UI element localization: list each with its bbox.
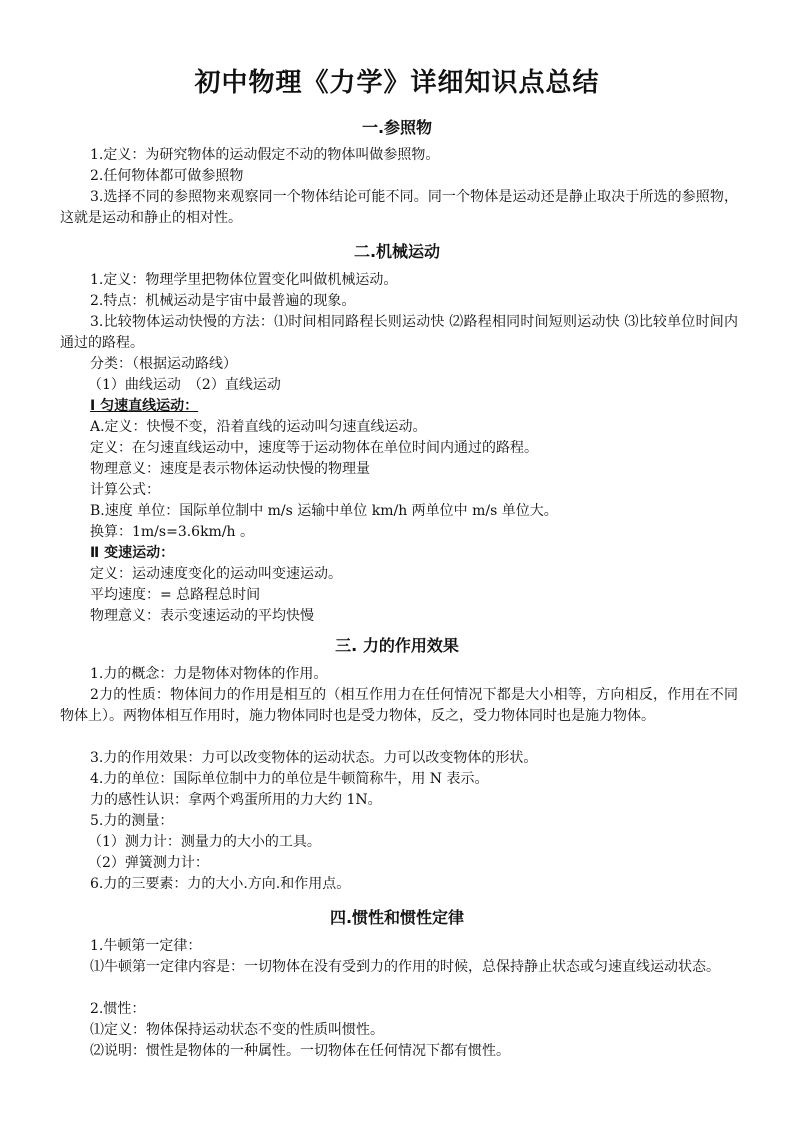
paragraph: 2.惯性： (90, 1001, 146, 1017)
section-heading-3: 三. 力的作用效果 (335, 636, 459, 655)
paragraph: 1.力的概念：力是物体对物体的作用。 (90, 666, 328, 682)
paragraph: 换算：1m/s=3.6km/h 。 (90, 524, 255, 540)
paragraph: 4.力的单位：国际单位制中力的单位是牛顿简称牛，用 N 表示。 (90, 771, 489, 787)
section-heading-1: 一.参照物 (361, 118, 433, 137)
paragraph: （1）测力计：测量力的大小的工具。 (88, 834, 321, 850)
document-title: 初中物理《力学》详细知识点总结 (194, 68, 600, 98)
paragraph: 分类：（根据运动路线） (90, 356, 237, 372)
paragraph: 定义：在匀速直线运动中，速度等于运动物体在单位时间内通过的路程。 (90, 440, 538, 456)
paragraph: 物理意义：表示变速运动的平均快慢 (90, 608, 314, 624)
paragraph: ⑴牛顿第一定律内容是：一切物体在没有受到力的作用的时候，总保持静止状态或匀速直线运动状态。 (90, 959, 720, 975)
paragraph: B.速度 单位：国际单位制中 m/s 运输中单位 km/h 两单位中 m/s 单位大。 (90, 503, 558, 519)
paragraph: 1.牛顿第一定律： (90, 938, 202, 954)
section-heading-4: 四.惯性和惯性定律 (329, 908, 465, 927)
paragraph: 平均速度：= 总路程总时间 (90, 587, 261, 603)
paragraph: 5.力的测量： (90, 813, 174, 829)
paragraph: A.定义：快慢不变，沿着直线的运动叫匀速直线运动。 (90, 419, 427, 435)
subheading: Ⅰ 匀速直线运动： (90, 398, 199, 414)
paragraph: 6.力的三要素：力的大小.方向.和作用点。 (90, 876, 351, 892)
paragraph: 1.定义：为研究物体的运动假定不动的物体叫做参照物。 (90, 147, 440, 163)
paragraph: 2力的性质：物体间力的作用是相互的（相互作用力在任何情况下都是大小相等，方向相反，作用在不同物体上）。两物体相互作用时，施力物体同时也是受力物体，反之，受力物体同时也是施力物体。 (60, 687, 738, 724)
paragraph: （1）曲线运动 （2）直线运动 (88, 377, 281, 393)
paragraph: 2.特点：机械运动是宇宙中最普遍的现象。 (90, 293, 356, 309)
paragraph: 物理意义：速度是表示物体运动快慢的物理量 (90, 461, 370, 477)
section-heading-2: 二.机械运动 (353, 242, 441, 261)
paragraph: 定义：运动速度变化的运动叫变速运动。 (90, 566, 342, 582)
paragraph: 1.定义：物理学里把物体位置变化叫做机械运动。 (90, 272, 398, 288)
paragraph: 3.比较物体运动快慢的方法：⑴时间相同路程长则运动快 ⑵路程相同时间短则运动快 ⑶比较单位时间内通过的路程。 (60, 314, 738, 351)
paragraph: （2）弹簧测力计： (88, 855, 209, 871)
paragraph: 计算公式： (90, 482, 160, 498)
paragraph: 3.选择不同的参照物来观察同一个物体结论可能不同。同一个物体是运动还是静止取决于所选的参照物，这就是运动和静止的相对性。 (60, 189, 738, 226)
paragraph: 力的感性认识：拿两个鸡蛋所用的力大约 1N。 (90, 792, 382, 808)
paragraph: ⑴定义：物体保持运动状态不变的性质叫惯性。 (90, 1022, 384, 1038)
paragraph: ⑵说明：惯性是物体的一种属性。一切物体在任何情况下都有惯性。 (90, 1043, 510, 1059)
paragraph: 2.任何物体都可做参照物 (90, 168, 244, 184)
subheading: Ⅱ 变速运动： (90, 545, 175, 561)
paragraph: 3.力的作用效果：力可以改变物体的运动状态。力可以改变物体的形状。 (90, 750, 538, 766)
